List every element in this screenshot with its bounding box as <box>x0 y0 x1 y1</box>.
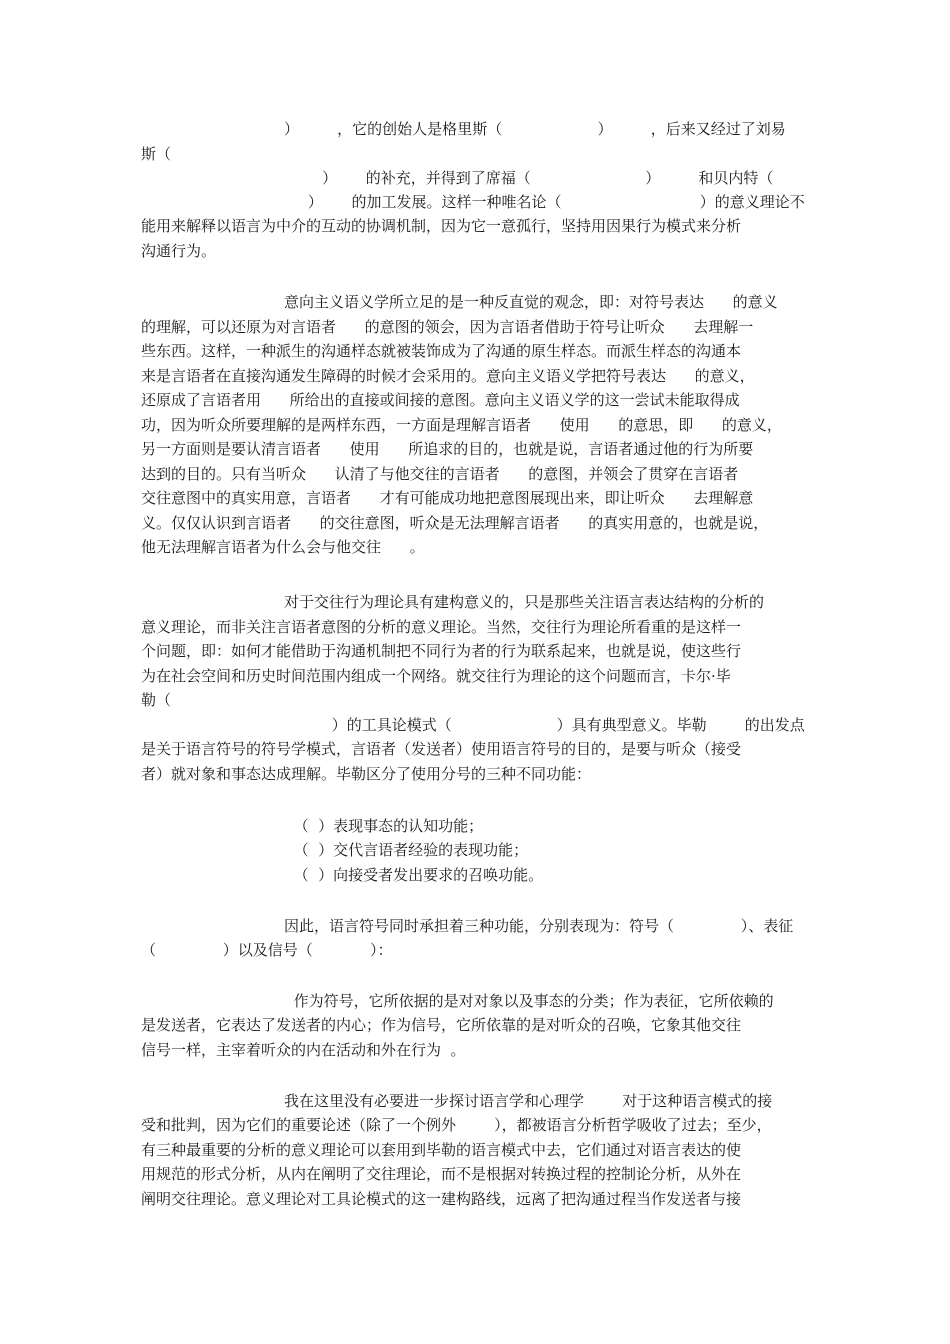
paragraph-6-line-2: 是发送者，它表达了发送者的内心；作为信号，它所依靠的是对听众的召唤，它象其他交往 <box>141 1016 742 1034</box>
paragraph-7-line-3: 有三种最重要的分析的意义理论可以套用到毕勒的语言模式中去，它们通过对语言表达的使 <box>141 1141 742 1159</box>
paragraph-2-line-6: 功，因为听众所要理解的是两样东西，一方面是理解言语者 使用 的意思，即 的意义， <box>141 416 782 434</box>
paragraph-2-line-7: 另一方面则是要认清言语者 使用 所追求的目的，也就是说，言语者通过他的行为所要 <box>141 440 754 458</box>
paragraph-2-line-8: 达到的目的。只有当听众 认清了与他交往的言语者 的意图，并领会了贯穿在言语者 <box>141 465 739 483</box>
paragraph-7-line-5: 阐明交往理论。意义理论对工具论模式的这一建构路线，远离了把沟通过程当作发送者与接 <box>141 1190 742 1208</box>
paragraph-5-line-2: （ ）以及信号（ ）： <box>141 941 393 959</box>
paragraph-2-line-4: 来是言语者在直接沟通发生障碍的时候才会采用的。意向主义语义学把符号表达 的意义， <box>141 367 755 385</box>
paragraph-7-line-1: 我在这里没有必要进一步探讨语言学和心理学 对于这种语言模式的接 <box>141 1092 773 1110</box>
paragraph-5-line-1: 因此，语言符号同时承担着三种功能，分别表现为：符号（ ）、表征 <box>141 917 794 935</box>
paragraph-2-line-5: 还原成了言语者用 所给出的直接或间接的意图。意向主义语义学的这一尝试未能取得成 <box>141 391 740 409</box>
paragraph-3-line-7: 是关于语言符号的符号学模式，言语者（发送者）使用语言符号的目的，是要与听众（接受 <box>141 740 742 758</box>
paragraph-3-line-5: 勒（ <box>141 691 172 709</box>
paragraph-6-line-1: 作为符号，它所依据的是对对象以及事态的分类；作为表征，它所依赖的 <box>141 992 774 1010</box>
paragraph-3-line-1: 对于交往行为理论具有建构意义的，只是那些关注语言表达结构的分析的 <box>141 593 765 611</box>
paragraph-6-line-3: 信号一样，主宰着听众的内在活动和外在行为 。 <box>141 1041 466 1059</box>
paragraph-3-line-8: 者）就对象和事态达成理解。毕勒区分了使用分号的三种不同功能： <box>141 765 592 783</box>
function-list-item-3: （ ）向接受者发出要求的召唤功能。 <box>141 866 544 884</box>
paragraph-3-line-4: 为在社会空间和历史时间范围内组成一个网络。就交往行为理论的这个问题而言，卡尔·毕 <box>141 667 731 685</box>
paragraph-1-line-4: ） 的加工发展。这样一种唯名论（ ）的意义理论不 <box>141 193 805 211</box>
paragraph-2-line-1: 意向主义语义学所立足的是一种反直觉的观念，即：对符号表达 的意义 <box>141 293 778 311</box>
function-list-item-1: （ ）表现事态的认知功能； <box>141 817 484 835</box>
paragraph-1-line-3: ） 的补充，并得到了席福（ ） 和贝内特（ <box>141 169 774 187</box>
paragraph-2-line-2: 的理解，可以还原为对言语者 的意图的领会，因为言语者借助于符号让听众 去理解一 <box>141 318 754 336</box>
paragraph-3-line-3: 个问题，即：如何才能借助于沟通机制把不同行为者的行为联系起来，也就是说，使这些行 <box>141 642 742 660</box>
paragraph-2-line-9: 交往意图中的真实用意，言语者 才有可能成功地把意图展现出来，即让听众 去理解意 <box>141 489 754 507</box>
paragraph-3-line-2: 意义理论，而非关注言语者意图的分析的意义理论。当然，交往行为理论所看重的是这样一 <box>141 618 742 636</box>
paragraph-2-line-10: 义。仅仅认识到言语者 的交往意图，听众是无法理解言语者 的真实用意的，也就是说， <box>141 514 769 532</box>
paragraph-2-line-11: 他无法理解言语者为什么会与他交往 。 <box>141 538 425 556</box>
paragraph-1-line-1: ） ，它的创始人是格里斯（ ） ，后来又经过了刘易 <box>141 120 786 138</box>
paragraph-7-line-4: 用规范的形式分析，从内在阐明了交往理论，而不是根据对转换过程的控制论分析，从外在 <box>141 1165 742 1183</box>
paragraph-1-line-2: 斯（ <box>141 145 172 163</box>
paragraph-1-line-6: 沟通行为。 <box>141 242 217 260</box>
function-list-item-2: （ ）交代言语者经验的表现功能； <box>141 841 529 859</box>
paragraph-7-line-2: 受和批判，因为它们的重要论述（除了一个例外 ），都被语言分析哲学吸收了过去；至少， <box>141 1116 772 1134</box>
paragraph-3-line-6: ）的工具论模式（ ）具有典型意义。毕勒 的出发点 <box>141 716 805 734</box>
paragraph-1-line-5: 能用来解释以语言为中介的互动的协调机制，因为它一意孤行，坚持用因果行为模式来分析 <box>141 217 742 235</box>
paragraph-2-line-3: 些东西。这样，一种派生的沟通样态就被装饰成为了沟通的原生样态。而派生样态的沟通本 <box>141 342 742 360</box>
